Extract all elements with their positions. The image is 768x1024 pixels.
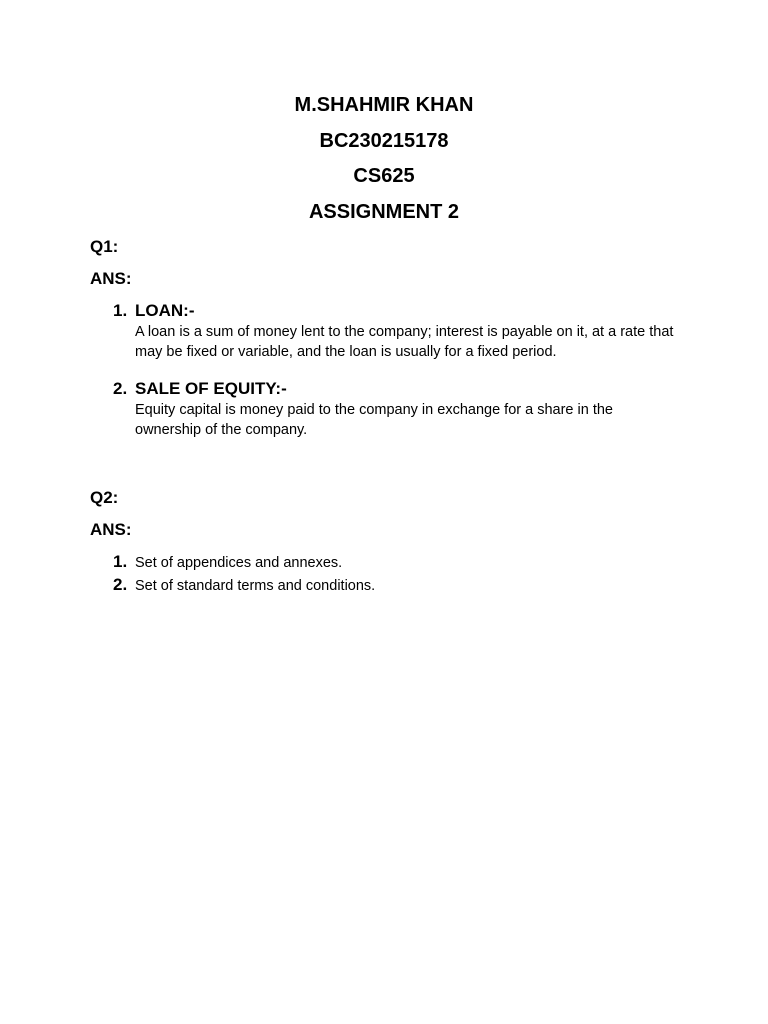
author-name: M.SHAHMIR KHAN bbox=[294, 94, 474, 116]
q1-label: Q1: bbox=[90, 237, 119, 256]
q2-label: Q2: bbox=[90, 488, 119, 507]
q2-answer-item bbox=[113, 575, 683, 595]
q2-answer-item bbox=[113, 552, 683, 572]
answer-text: Set of standard terms and conditions. bbox=[135, 578, 376, 594]
item-body-sale-of-equity: Equity capital is money paid to the company in exchange for a share in the ownership of the company. bbox=[135, 402, 613, 438]
student-id: BC230215178 bbox=[319, 130, 449, 152]
item-body-loan: A loan is a sum of money lent to the company; interest is payable on it, at a rate that may be fixed or variable, and the loan is usually for a fixed period. bbox=[135, 324, 674, 360]
answer-text: Set of appendices and annexes. bbox=[135, 555, 343, 571]
q1-answer-label: ANS: bbox=[90, 269, 132, 288]
list-number: 2. bbox=[113, 575, 128, 594]
list-number: 1. bbox=[113, 301, 128, 320]
item-heading-loan: LOAN:- bbox=[135, 301, 195, 320]
assignment-title: ASSIGNMENT 2 bbox=[308, 201, 460, 223]
q2-answer-label: ANS: bbox=[90, 520, 132, 539]
item-heading-sale-of-equity: SALE OF EQUITY:- bbox=[135, 379, 287, 398]
course-code: CS625 bbox=[353, 165, 415, 187]
list-number: 1. bbox=[113, 552, 128, 571]
list-number: 2. bbox=[113, 379, 128, 398]
